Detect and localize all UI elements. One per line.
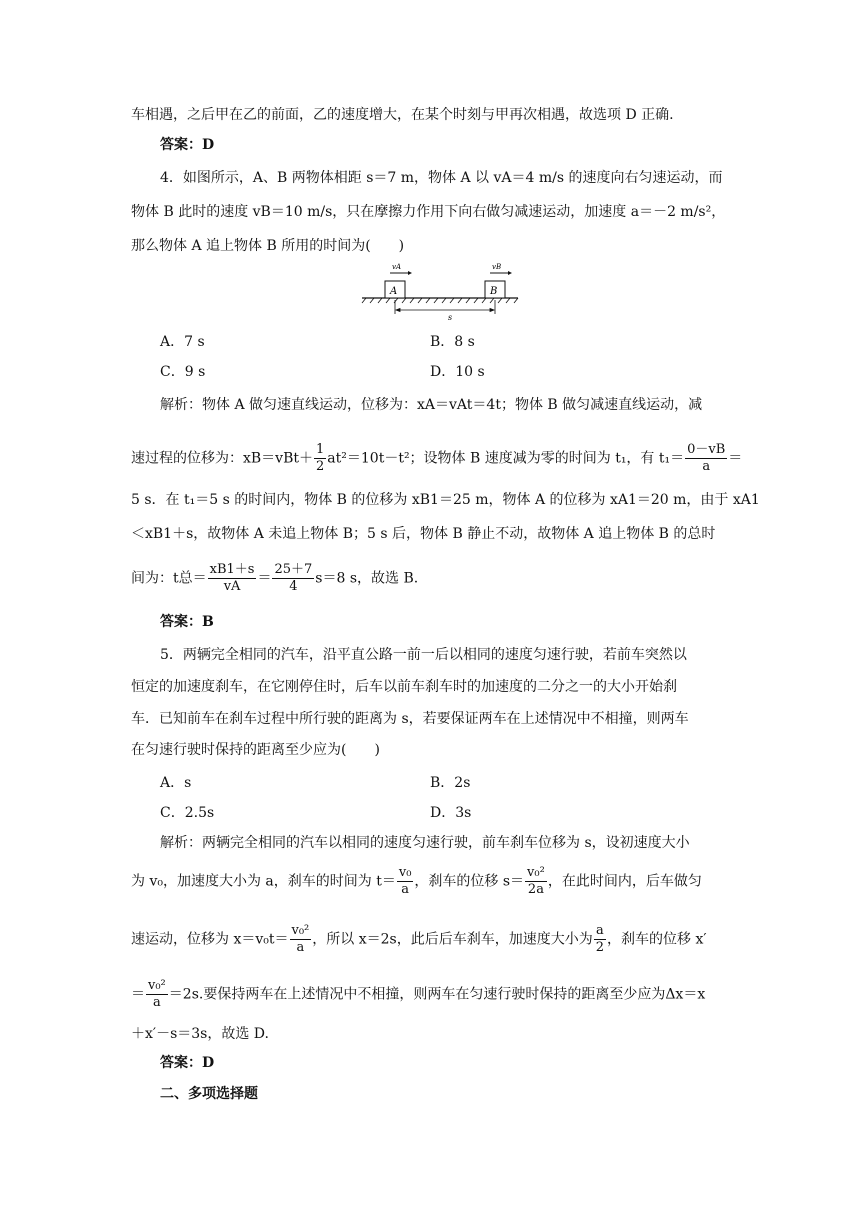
option-a: A．s	[160, 775, 192, 791]
solution-text: at²＝10t－t²；设物体 B 速度减为零的时间为 t₁，有 t₁＝	[327, 450, 685, 467]
solution-formula-line	[131, 562, 731, 595]
solution-formula-line	[131, 865, 731, 898]
option-c: C．9 s	[160, 364, 206, 380]
solution-text: 解析：物体 A 做匀速直线运动，位移为：xA＝vAt＝4t；物体 B 做匀减速直线运动，减	[160, 397, 703, 413]
solution-text: ＝	[257, 570, 272, 587]
velocity-b-arrow	[490, 271, 512, 275]
solution-text: ，刹车的位移 s＝	[414, 873, 525, 890]
solution-text: 5 s．在 t₁＝5 s 的时间内，物体 B 的位移为 xB1＝25 m，物体 A 的位移为 xA1＝20 m，由于 xA1	[131, 492, 760, 508]
solution-formula-line	[131, 923, 731, 956]
solution-text: 速运动，位移为 x＝v₀t＝	[131, 931, 289, 948]
fraction: $\frac{a}{2}$	[595, 923, 604, 955]
option-a: A．7 s	[160, 334, 205, 350]
text-line: 车相遇，之后甲在乙的前面，乙的速度增大，在某个时刻与甲再次相遇，故选项 D 正确.	[131, 107, 674, 123]
option-d: D．10 s	[430, 364, 485, 380]
solution-text: 速过程的位移为：xB＝vBt＋	[131, 450, 314, 467]
fraction: $\frac{\text{v₀²}}{2a}$	[527, 865, 545, 897]
fraction: $\frac{0-vB}{a}$	[687, 442, 726, 474]
fraction: $\frac{\text{v₀²}}{a}$	[291, 923, 310, 955]
solution-formula-line	[131, 978, 731, 1011]
question-5-text: 恒定的加速度刹车，在它刚停住时，后车以前车刹车时的加速度的二分之一的大小开始刹	[131, 679, 677, 695]
fraction: $\frac{25+7}{4}$	[274, 562, 313, 594]
solution-text: ＝	[131, 986, 145, 1003]
solution-text: ＝2s.要保持两车在上述情况中不相撞，则两车在匀速行驶时保持的距离至少应为Δx＝x	[168, 986, 706, 1003]
distance-marker	[395, 300, 495, 314]
option-b: B．2s	[430, 775, 471, 791]
velocity-a-label: vA	[392, 263, 402, 271]
question-5-text: 车．已知前车在刹车过程中所行驶的距离为 s，若要保证两车在上述情况中不相撞，则两车	[131, 711, 689, 727]
option-c: C．2.5s	[160, 805, 215, 821]
fraction: $\frac{\text{v₀²}}{a}$	[148, 978, 166, 1010]
motion-figure	[360, 262, 520, 322]
question-4-text: 那么物体 A 追上物体 B 所用的时间为( )	[131, 238, 405, 254]
solution-text: 解析：两辆完全相同的汽车以相同的速度匀速行驶，前车刹车位移为 s，设初速度大小	[160, 835, 690, 851]
block-a-label: A	[390, 286, 398, 297]
question-4-text: 4．如图所示，A、B 两物体相距 s＝7 m，物体 A 以 vA＝4 m/s 的速度向右匀速运动，而	[160, 170, 723, 186]
solution-formula-line	[131, 442, 743, 475]
section-heading: 二、多项选择题	[160, 1086, 258, 1102]
fraction: $\frac{xB1+s}{vA}$	[209, 562, 255, 594]
block-b-label: B	[490, 286, 498, 297]
option-d: D．3s	[430, 805, 472, 821]
solution-text: 间为：t总＝	[131, 570, 207, 587]
question-4-text: 物体 B 此时的速度 vB＝10 m/s，只在摩擦力作用下向右做匀减速运动，加速度 a＝－2 m/s²，	[131, 204, 726, 220]
velocity-a-arrow	[390, 271, 412, 275]
solution-text: ＋x′－s＝3s，故选 D.	[131, 1026, 269, 1042]
answer-line: 答案：B	[160, 614, 214, 630]
fraction: $\frac{\text{v₀}}{a}$	[398, 865, 412, 897]
solution-text: ，刹车的位移 x′	[607, 931, 707, 948]
solution-text: ，在此时间内，后车做匀	[547, 873, 702, 890]
solution-text: s＝8 s，故选 B.	[315, 570, 419, 587]
distance-label: s	[448, 313, 453, 322]
question-5-text: 在匀速行驶时保持的距离至少应为( )	[131, 742, 380, 758]
solution-text: ＝	[728, 450, 743, 467]
solution-text: ，所以 x＝2s，此后后车刹车，加速度大小为	[312, 931, 593, 948]
option-b: B．8 s	[430, 334, 475, 350]
solution-text: 为 v₀，加速度大小为 a，刹车的时间为 t＝	[131, 873, 396, 890]
question-5-text: 5．两辆完全相同的汽车，沿平直公路一前一后以相同的速度匀速行驶，若前车突然以	[160, 647, 687, 663]
answer-line: 答案：D	[160, 1055, 215, 1071]
fraction: $\frac{1}{2}$	[316, 442, 325, 474]
answer-line: 答案：D	[160, 137, 215, 153]
velocity-b-label: vB	[492, 263, 502, 271]
solution-text: ＜xB1＋s，故物体 A 未追上物体 B；5 s 后，物体 B 静止不动，故物体 A 追上物体 B 的总时	[131, 526, 716, 542]
